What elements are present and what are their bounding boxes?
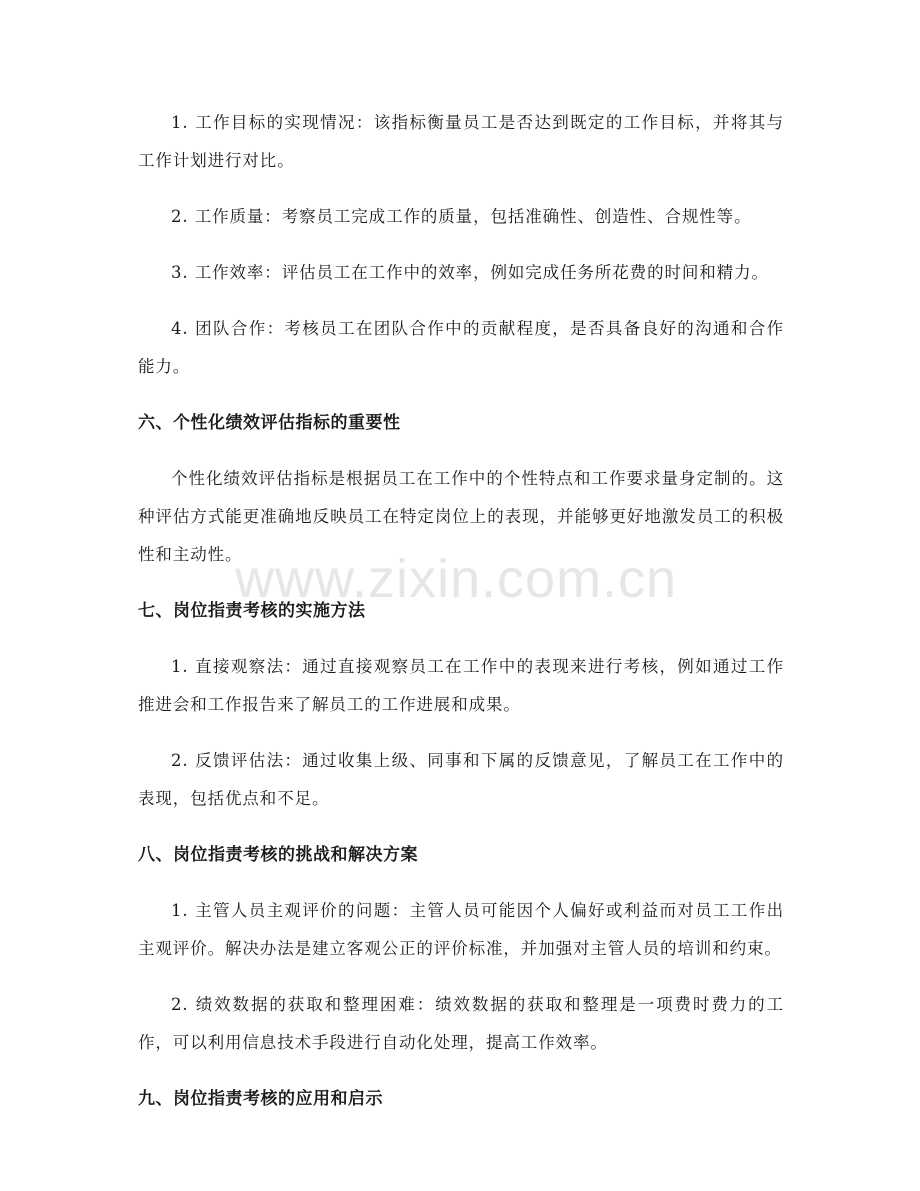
paragraph-goal-achievement: 1. 工作目标的实现情况：该指标衡量员工是否达到既定的工作目标，并将其与工作计划进行对比。 xyxy=(138,113,784,170)
paragraph-subjective-evaluation: 1. 主管人员主观评价的问题：主管人员可能因个人偏好或利益而对员工工作出主观评价。解决办法是建立客观公正的评价标准，并加强对主管人员的培训和约束。 xyxy=(138,901,784,958)
paragraph-personalized-metrics: 个性化绩效评估指标是根据员工在工作中的个性特点和工作要求量身定制的。这种评估方式能更准确地反映员工在特定岗位上的表现，并能够更好地激发员工的积极性和主动性。 xyxy=(138,469,784,564)
paragraph-direct-observation: 1. 直接观察法：通过直接观察员工在工作中的表现来进行考核，例如通过工作推进会和工作报告来了解员工的工作进展和成果。 xyxy=(138,657,784,714)
section-heading-6: 六、个性化绩效评估指标的重要性 xyxy=(138,413,401,433)
paragraph-work-quality: 2. 工作质量：考察员工完成工作的质量，包括准确性、创造性、合规性等。 xyxy=(171,207,752,226)
section-heading-8: 八、岗位指责考核的挑战和解决方案 xyxy=(138,845,418,865)
paragraph-teamwork: 4. 团队合作：考核员工在团队合作中的贡献程度，是否具备良好的沟通和合作能力。 xyxy=(138,319,784,376)
paragraph-feedback-evaluation: 2. 反馈评估法：通过收集上级、同事和下属的反馈意见，了解员工在工作中的表现，包括优点和不足。 xyxy=(138,751,784,808)
document-body xyxy=(138,104,784,1136)
paragraph-data-collection: 2. 绩效数据的获取和整理困难：绩效数据的获取和整理是一项费时费力的工作，可以利用信息技术手段进行自动化处理，提高工作效率。 xyxy=(138,995,784,1052)
paragraph-work-efficiency: 3. 工作效率：评估员工在工作中的效率，例如完成任务所花费的时间和精力。 xyxy=(171,263,769,282)
section-heading-7: 七、岗位指责考核的实施方法 xyxy=(138,601,366,621)
watermark-text: www.zixin.com.cn xyxy=(235,549,678,609)
section-heading-9: 九、岗位指责考核的应用和启示 xyxy=(138,1089,383,1109)
